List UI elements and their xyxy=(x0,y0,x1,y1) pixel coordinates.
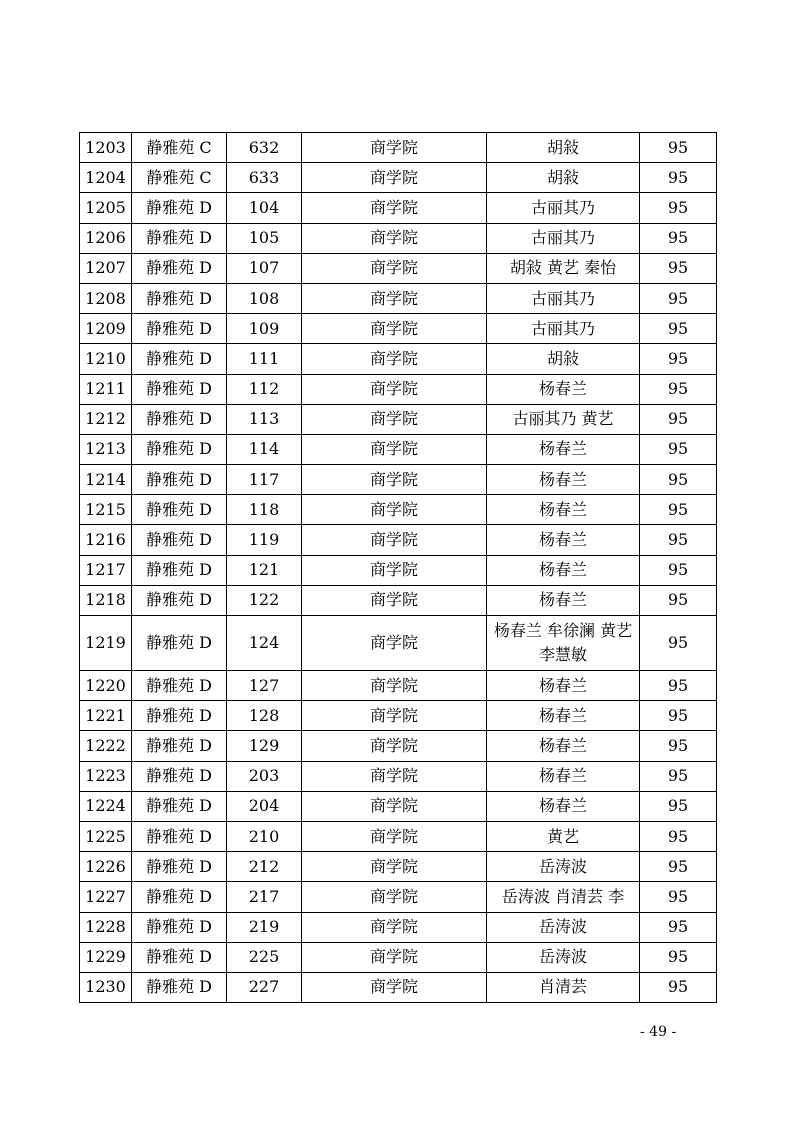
college-cell: 商学院 xyxy=(302,942,487,972)
building-cell: 静雅苑 D xyxy=(132,585,227,615)
building-cell: 静雅苑 C xyxy=(132,133,227,163)
college-cell: 商学院 xyxy=(302,555,487,585)
building-cell: 静雅苑 D xyxy=(132,882,227,912)
room-number-cell: 119 xyxy=(227,525,302,555)
names-cell: 古丽其乃 xyxy=(487,193,640,223)
names-cell xyxy=(487,882,640,912)
score-cell: 95 xyxy=(640,821,717,851)
table-row xyxy=(80,972,717,1002)
room-number-cell: 127 xyxy=(227,671,302,701)
names-cell: 杨春兰 xyxy=(487,671,640,701)
college-cell: 商学院 xyxy=(302,791,487,821)
score-cell: 95 xyxy=(640,912,717,942)
names-cell: 古丽其乃 xyxy=(487,283,640,313)
names-cell: 杨春兰 xyxy=(487,495,640,525)
college-cell: 商学院 xyxy=(302,525,487,555)
room-number-cell: 104 xyxy=(227,193,302,223)
college-cell: 商学院 xyxy=(302,404,487,434)
room-number-cell: 632 xyxy=(227,133,302,163)
room-number-cell: 121 xyxy=(227,555,302,585)
score-cell: 95 xyxy=(640,163,717,193)
score-cell: 95 xyxy=(640,495,717,525)
score-cell: 95 xyxy=(640,942,717,972)
building-cell: 静雅苑 D xyxy=(132,616,227,671)
score-cell: 95 xyxy=(640,585,717,615)
names-cell: 杨春兰 xyxy=(487,761,640,791)
score-cell: 95 xyxy=(640,616,717,671)
room-number-cell: 108 xyxy=(227,283,302,313)
table-row xyxy=(80,314,717,344)
names-cell: 胡敍 黄艺 秦怡 xyxy=(487,253,640,283)
college-cell: 商学院 xyxy=(302,882,487,912)
room-number-cell: 203 xyxy=(227,761,302,791)
names-cell: 杨春兰 xyxy=(487,791,640,821)
table-row xyxy=(80,585,717,615)
college-cell: 商学院 xyxy=(302,821,487,851)
score-cell: 95 xyxy=(640,701,717,731)
table-row xyxy=(80,223,717,253)
score-cell: 95 xyxy=(640,253,717,283)
table-row xyxy=(80,671,717,701)
college-cell: 商学院 xyxy=(302,495,487,525)
row-number-cell: 1226 xyxy=(80,852,132,882)
building-cell: 静雅苑 D xyxy=(132,465,227,495)
room-number-cell: 128 xyxy=(227,701,302,731)
table-row xyxy=(80,434,717,464)
room-number-cell: 118 xyxy=(227,495,302,525)
score-cell: 95 xyxy=(640,404,717,434)
college-cell: 商学院 xyxy=(302,465,487,495)
table-row xyxy=(80,193,717,223)
score-cell: 95 xyxy=(640,223,717,253)
building-cell: 静雅苑 D xyxy=(132,555,227,585)
room-number-cell: 107 xyxy=(227,253,302,283)
building-cell: 静雅苑 D xyxy=(132,253,227,283)
college-cell: 商学院 xyxy=(302,671,487,701)
college-cell: 商学院 xyxy=(302,283,487,313)
row-number-cell: 1223 xyxy=(80,761,132,791)
table-row xyxy=(80,731,717,761)
room-number-cell: 129 xyxy=(227,731,302,761)
room-number-cell: 204 xyxy=(227,791,302,821)
names-cell: 杨春兰 xyxy=(487,701,640,731)
score-cell: 95 xyxy=(640,283,717,313)
score-cell: 95 xyxy=(640,671,717,701)
row-number-cell: 1218 xyxy=(80,585,132,615)
score-cell: 95 xyxy=(640,731,717,761)
score-cell: 95 xyxy=(640,972,717,1002)
row-number-cell: 1216 xyxy=(80,525,132,555)
names-cell: 古丽其乃 黄艺 xyxy=(487,404,640,434)
names-cell: 岳涛波 xyxy=(487,912,640,942)
college-cell: 商学院 xyxy=(302,163,487,193)
building-cell: 静雅苑 C xyxy=(132,163,227,193)
score-cell: 95 xyxy=(640,465,717,495)
row-number-cell: 1221 xyxy=(80,701,132,731)
row-number-cell: 1227 xyxy=(80,882,132,912)
building-cell: 静雅苑 D xyxy=(132,223,227,253)
names-cell: 岳涛波 xyxy=(487,942,640,972)
building-cell: 静雅苑 D xyxy=(132,852,227,882)
score-cell: 95 xyxy=(640,761,717,791)
score-cell: 95 xyxy=(640,852,717,882)
building-cell: 静雅苑 D xyxy=(132,972,227,1002)
row-number-cell: 1208 xyxy=(80,283,132,313)
row-number-cell: 1214 xyxy=(80,465,132,495)
building-cell: 静雅苑 D xyxy=(132,912,227,942)
building-cell: 静雅苑 D xyxy=(132,701,227,731)
names-cell: 岳涛波 xyxy=(487,852,640,882)
table-row xyxy=(80,912,717,942)
college-cell: 商学院 xyxy=(302,314,487,344)
row-number-cell: 1220 xyxy=(80,671,132,701)
table-row xyxy=(80,761,717,791)
table-row xyxy=(80,344,717,374)
college-cell: 商学院 xyxy=(302,253,487,283)
row-number-cell: 1225 xyxy=(80,821,132,851)
page-number: - 49 - xyxy=(640,1024,677,1040)
names-cell: 胡敍 xyxy=(487,133,640,163)
college-cell: 商学院 xyxy=(302,731,487,761)
room-number-cell: 112 xyxy=(227,374,302,404)
score-cell: 95 xyxy=(640,314,717,344)
room-number-cell: 219 xyxy=(227,912,302,942)
room-number-cell: 217 xyxy=(227,882,302,912)
row-number-cell: 1211 xyxy=(80,374,132,404)
row-number-cell: 1230 xyxy=(80,972,132,1002)
room-number-cell: 227 xyxy=(227,972,302,1002)
row-number-cell: 1229 xyxy=(80,942,132,972)
college-cell: 商学院 xyxy=(302,701,487,731)
row-number-cell: 1222 xyxy=(80,731,132,761)
building-cell: 静雅苑 D xyxy=(132,495,227,525)
room-number-cell: 117 xyxy=(227,465,302,495)
room-number-cell: 114 xyxy=(227,434,302,464)
score-cell: 95 xyxy=(640,791,717,821)
room-number-cell: 109 xyxy=(227,314,302,344)
score-cell: 95 xyxy=(640,525,717,555)
dormitory-score-table xyxy=(79,132,717,1003)
row-number-cell: 1205 xyxy=(80,193,132,223)
names-cell: 黄艺 xyxy=(487,821,640,851)
names-cell: 胡敍 xyxy=(487,163,640,193)
row-number-cell: 1203 xyxy=(80,133,132,163)
row-number-cell: 1207 xyxy=(80,253,132,283)
names-cell: 杨春兰 xyxy=(487,731,640,761)
building-cell: 静雅苑 D xyxy=(132,761,227,791)
names-cell: 杨春兰 牟徐澜 黄艺 李慧敏 xyxy=(487,616,640,671)
building-cell: 静雅苑 D xyxy=(132,791,227,821)
room-number-cell: 212 xyxy=(227,852,302,882)
row-number-cell: 1228 xyxy=(80,912,132,942)
building-cell: 静雅苑 D xyxy=(132,671,227,701)
row-number-cell: 1213 xyxy=(80,434,132,464)
names-cell: 肖清芸 xyxy=(487,972,640,1002)
names-cell: 杨春兰 xyxy=(487,374,640,404)
room-number-cell: 111 xyxy=(227,344,302,374)
row-number-cell: 1217 xyxy=(80,555,132,585)
row-number-cell: 1204 xyxy=(80,163,132,193)
college-cell: 商学院 xyxy=(302,585,487,615)
table-row xyxy=(80,525,717,555)
names-text: 岳涛波 肖清芸 李 xyxy=(501,886,625,906)
building-cell: 静雅苑 D xyxy=(132,314,227,344)
building-cell: 静雅苑 D xyxy=(132,821,227,851)
building-cell: 静雅苑 D xyxy=(132,344,227,374)
table-row xyxy=(80,821,717,851)
room-number-cell: 633 xyxy=(227,163,302,193)
table-row xyxy=(80,555,717,585)
table-row xyxy=(80,701,717,731)
table-row xyxy=(80,163,717,193)
college-cell: 商学院 xyxy=(302,133,487,163)
table-row xyxy=(80,882,717,912)
score-cell: 95 xyxy=(640,193,717,223)
table-row xyxy=(80,404,717,434)
names-cell: 杨春兰 xyxy=(487,434,640,464)
building-cell: 静雅苑 D xyxy=(132,942,227,972)
college-cell: 商学院 xyxy=(302,374,487,404)
room-number-cell: 124 xyxy=(227,616,302,671)
names-cell: 杨春兰 xyxy=(487,555,640,585)
table-row xyxy=(80,942,717,972)
table-row xyxy=(80,374,717,404)
names-cell: 古丽其乃 xyxy=(487,223,640,253)
names-cell: 古丽其乃 xyxy=(487,314,640,344)
names-cell: 胡敍 xyxy=(487,344,640,374)
row-number-cell: 1212 xyxy=(80,404,132,434)
table-row xyxy=(80,253,717,283)
score-cell: 95 xyxy=(640,555,717,585)
building-cell: 静雅苑 D xyxy=(132,283,227,313)
names-cell: 杨春兰 xyxy=(487,585,640,615)
row-number-cell: 1210 xyxy=(80,344,132,374)
score-cell: 95 xyxy=(640,374,717,404)
building-cell: 静雅苑 D xyxy=(132,404,227,434)
college-cell: 商学院 xyxy=(302,223,487,253)
table-row xyxy=(80,495,717,525)
building-cell: 静雅苑 D xyxy=(132,434,227,464)
room-number-cell: 225 xyxy=(227,942,302,972)
college-cell: 商学院 xyxy=(302,761,487,791)
row-number-cell: 1206 xyxy=(80,223,132,253)
table-row xyxy=(80,852,717,882)
row-number-cell: 1219 xyxy=(80,616,132,671)
college-cell: 商学院 xyxy=(302,434,487,464)
row-number-cell: 1224 xyxy=(80,791,132,821)
table-row xyxy=(80,616,717,671)
row-number-cell: 1215 xyxy=(80,495,132,525)
room-number-cell: 210 xyxy=(227,821,302,851)
table-row xyxy=(80,133,717,163)
names-cell: 杨春兰 xyxy=(487,525,640,555)
table-row xyxy=(80,283,717,313)
building-cell: 静雅苑 D xyxy=(132,193,227,223)
college-cell: 商学院 xyxy=(302,193,487,223)
building-cell: 静雅苑 D xyxy=(132,525,227,555)
room-number-cell: 122 xyxy=(227,585,302,615)
score-cell: 95 xyxy=(640,434,717,464)
college-cell: 商学院 xyxy=(302,344,487,374)
names-cell: 杨春兰 xyxy=(487,465,640,495)
room-number-cell: 105 xyxy=(227,223,302,253)
building-cell: 静雅苑 D xyxy=(132,731,227,761)
table-row xyxy=(80,465,717,495)
college-cell: 商学院 xyxy=(302,912,487,942)
row-number-cell: 1209 xyxy=(80,314,132,344)
table-row xyxy=(80,791,717,821)
college-cell: 商学院 xyxy=(302,616,487,671)
score-cell: 95 xyxy=(640,133,717,163)
college-cell: 商学院 xyxy=(302,852,487,882)
score-cell: 95 xyxy=(640,344,717,374)
college-cell: 商学院 xyxy=(302,972,487,1002)
table-body xyxy=(80,133,717,1003)
score-cell: 95 xyxy=(640,882,717,912)
room-number-cell: 113 xyxy=(227,404,302,434)
building-cell: 静雅苑 D xyxy=(132,374,227,404)
